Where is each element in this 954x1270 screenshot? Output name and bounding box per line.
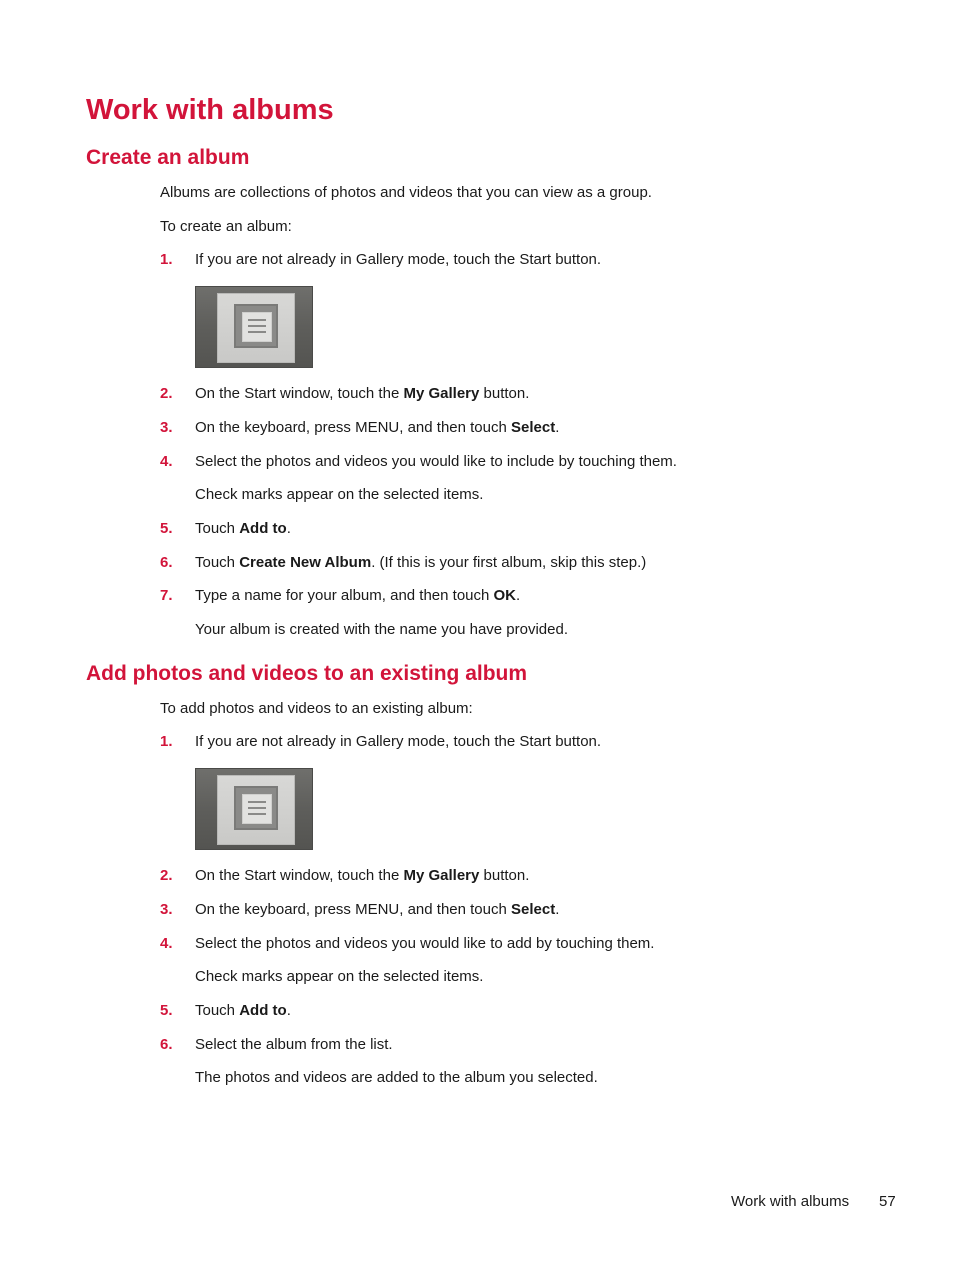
step-text: Touch Add to. <box>195 1002 291 1019</box>
menu-icon <box>234 304 278 348</box>
start-button-image <box>195 286 313 368</box>
step-text: Type a name for your album, and then touch OK. <box>195 587 521 604</box>
step-text: On the Start window, touch the My Gallery button. <box>195 867 530 884</box>
step-number: 5. <box>160 520 173 537</box>
footer-page-number: 57 <box>879 1193 896 1210</box>
step-text: If you are not already in Gallery mode, touch the Start button. <box>195 733 602 750</box>
step-text: On the keyboard, press MENU, and then touch Select. <box>195 901 560 918</box>
section-heading-add-to-album: Add photos and videos to an existing album <box>86 662 528 685</box>
start-button-image <box>195 768 313 850</box>
step-number: 2. <box>160 385 173 402</box>
menu-icon <box>234 786 278 830</box>
step-number: 7. <box>160 587 173 604</box>
section-heading-create-album: Create an album <box>86 146 250 169</box>
lead-text: To create an album: <box>160 218 292 235</box>
step-text: If you are not already in Gallery mode, touch the Start button. <box>195 251 602 268</box>
step-number: 6. <box>160 554 173 571</box>
step-text: Select the album from the list. <box>195 1036 393 1053</box>
lead-text: To add photos and videos to an existing album: <box>160 700 473 717</box>
step-text: On the Start window, touch the My Gallery button. <box>195 385 530 402</box>
step-text: Select the photos and videos you would like to add by touching them. <box>195 935 655 952</box>
step-text: On the keyboard, press MENU, and then touch Select. <box>195 419 560 436</box>
footer-section-title: Work with albums <box>731 1193 850 1210</box>
intro-text: Albums are collections of photos and videos that you can view as a group. <box>160 184 652 201</box>
step-text: Touch Create New Album. (If this is your first album, skip this step.) <box>195 554 647 571</box>
step-note: Your album is created with the name you have provided. <box>195 621 569 638</box>
step-number: 3. <box>160 901 173 918</box>
step-text: Select the photos and videos you would like to include by touching them. <box>195 453 677 470</box>
step-number: 3. <box>160 419 173 436</box>
step-number: 6. <box>160 1036 173 1053</box>
step-number: 1. <box>160 251 173 268</box>
step-note: The photos and videos are added to the album you selected. <box>195 1069 598 1086</box>
step-number: 2. <box>160 867 173 884</box>
step-number: 1. <box>160 733 173 750</box>
step-number: 4. <box>160 935 173 952</box>
step-note: Check marks appear on the selected items. <box>195 968 484 985</box>
step-note: Check marks appear on the selected items. <box>195 486 484 503</box>
step-text: Touch Add to. <box>195 520 291 537</box>
page-title: Work with albums <box>86 94 334 126</box>
step-number: 5. <box>160 1002 173 1019</box>
step-number: 4. <box>160 453 173 470</box>
